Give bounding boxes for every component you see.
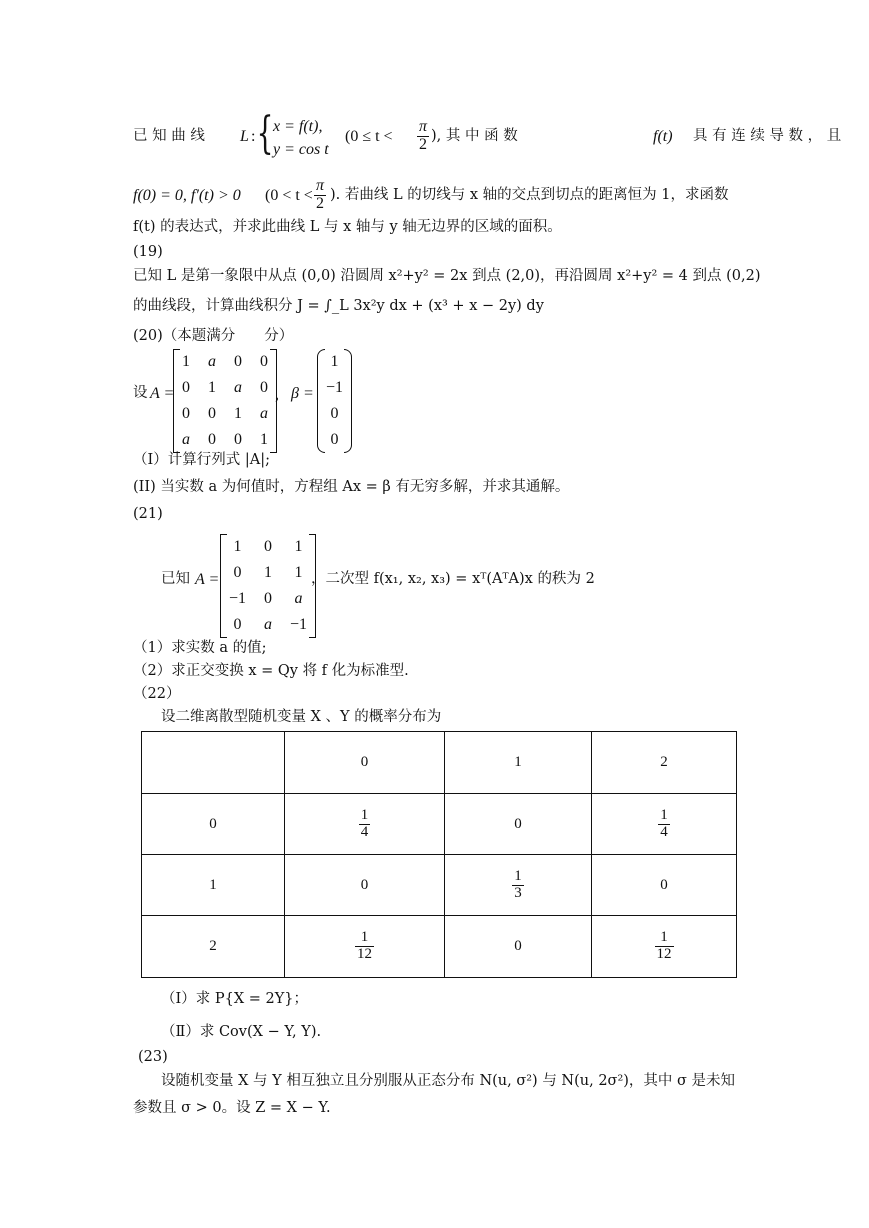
a21-cell: −1 [229, 590, 247, 608]
fraction [355, 930, 374, 963]
a-cell: 1 [208, 379, 216, 397]
table-row [142, 732, 737, 794]
curve-label: L [240, 128, 249, 145]
table-row [142, 794, 737, 855]
q19-line2: 的曲线段，计算曲线积分 J = ∫_L 3x²y dx + (x³ + x − 2y) dy [133, 298, 544, 314]
a-cell: a [182, 431, 190, 449]
table-cell [592, 916, 737, 978]
numerator: 1 [360, 806, 369, 823]
fraction [655, 930, 674, 963]
table-cell [285, 794, 445, 855]
a-cell: 1 [260, 431, 268, 449]
pi-over-2-fraction-2 [314, 178, 326, 213]
row-label: 0 [142, 794, 285, 855]
q18-text-b: ), 其 中 函 数 [431, 128, 518, 144]
matrix-A-21 [220, 534, 316, 638]
left-brace-icon: { [256, 108, 274, 159]
pi-numerator-2: π [316, 177, 325, 194]
a21-cell: 1 [294, 564, 303, 582]
beta-cell: 1 [330, 353, 339, 371]
row-label: 2 [142, 916, 285, 978]
probability-table [141, 731, 737, 978]
q21-part2: （2）求正交变换 x = Qy 将 f 化为标准型. [133, 663, 409, 679]
fraction [359, 808, 371, 841]
table-row [142, 855, 737, 916]
a21-cell: 1 [233, 538, 242, 556]
a21-cell: 1 [294, 538, 303, 556]
table-cell [592, 794, 737, 855]
range-open-2: (0 < t < [265, 187, 313, 204]
two-denominator-2: 2 [316, 194, 324, 212]
a-cell: a [234, 379, 242, 397]
q21-A-eq: A = [195, 571, 220, 588]
a21-cell: 0 [233, 564, 242, 582]
a21-cell: 0 [264, 590, 273, 608]
q19-number: (19) [133, 244, 163, 260]
q23-number: (23) [138, 1049, 168, 1065]
q21-number: (21) [133, 506, 163, 522]
a-cell: 0 [182, 379, 190, 397]
beta-cell: 0 [330, 431, 339, 449]
table-header-cell: 1 [445, 732, 592, 794]
left-paren-icon [317, 349, 325, 453]
table-header-cell: 0 [285, 732, 445, 794]
fraction [658, 808, 670, 841]
q18-line3: f(t) 的表达式，并求此曲线 L 与 x 轴与 y 轴无边界的区域的面积。 [133, 219, 562, 235]
a21-cell: 0 [264, 538, 273, 556]
table-cell-corner [142, 732, 285, 794]
q20-set: 设 [133, 385, 148, 401]
table-cell: 0 [285, 855, 445, 916]
q18-text-c: 具 有 连 续 导 数 ， 且 [693, 128, 842, 144]
beta-cell: −1 [326, 379, 344, 397]
q18-text-a: 已 知 曲 线 [133, 128, 205, 144]
initial-condition: f(0) = 0, f′(t) > 0 [133, 187, 241, 204]
pi-over-2-fraction [417, 119, 429, 154]
denominator: 4 [360, 823, 369, 840]
table-cell: 0 [592, 855, 737, 916]
q23-line1: 设随机变量 X 与 Y 相互独立且分别服从正态分布 N(u, σ²) 与 N(u, 2σ²)，其中 σ 是未知 [161, 1073, 736, 1089]
q20-part2: (II) 当实数 a 为何值时，方程组 Ax = β 有无穷多解，并求其通解。 [133, 479, 570, 495]
a21-cell: 1 [264, 564, 273, 582]
a21-cell: a [294, 590, 303, 608]
left-bracket-icon [173, 349, 180, 453]
numerator: 1 [514, 867, 522, 884]
a-cell: 0 [260, 353, 268, 371]
numerator: 1 [660, 806, 668, 823]
q21-quadratic-form: ，二次型 f(x₁, x₂, x₃) = xᵀ(AᵀA)x 的秩为 2 [311, 571, 595, 587]
q22-intro: 设二维离散型随机变量 X 、Y 的概率分布为 [161, 709, 442, 725]
denominator: 12 [357, 946, 372, 962]
system-eq-2: y = cos t [273, 141, 329, 158]
q20-A-eq: A = [150, 385, 175, 402]
denominator: 4 [660, 823, 668, 840]
a-cell: a [208, 353, 216, 371]
numerator: 1 [655, 930, 674, 947]
right-paren-icon [344, 349, 352, 453]
table-row [142, 916, 737, 978]
q22-number: （22） [133, 686, 181, 702]
q18-text-c2: ). 若曲线 L 的切线与 x 轴的交点到切点的距离恒为 1，求函数 [330, 187, 729, 203]
q21-known: 已知 [161, 571, 190, 587]
left-bracket-icon [220, 534, 227, 638]
q22-part1: （Ⅰ）求 P{X = 2Y}； [161, 991, 309, 1007]
a-cell: a [260, 405, 268, 423]
table-cell: 0 [445, 916, 592, 978]
vector-beta [317, 349, 352, 453]
a-cell: 1 [234, 405, 242, 423]
comma: , [275, 386, 279, 403]
table-header-cell: 2 [592, 732, 737, 794]
two-denominator: 2 [419, 135, 427, 153]
numerator: 1 [355, 930, 374, 947]
a-cell: 0 [208, 431, 216, 449]
table-cell [285, 916, 445, 978]
q20-number: (20)（本题满分 分） [133, 328, 294, 344]
a21-cell: a [264, 616, 273, 634]
a-cell: 0 [182, 405, 190, 423]
colon: : [251, 128, 256, 145]
q21-part1: （1）求实数 a 的值; [133, 640, 267, 656]
f-of-t: f(t) [653, 128, 673, 145]
pi-numerator: π [419, 118, 428, 135]
q23-line2: 参数且 σ > 0。设 Z = X − Y. [133, 1100, 331, 1116]
a-cell: 0 [260, 379, 268, 397]
matrix-A [173, 349, 277, 453]
range-open: (0 ≤ t < [345, 128, 393, 145]
row-label: 1 [142, 855, 285, 916]
q22-part2: （Ⅱ）求 Cov(X − Y, Y). [161, 1024, 322, 1040]
denominator: 3 [514, 884, 522, 901]
a21-cell: 0 [233, 616, 242, 634]
fraction [512, 869, 524, 902]
a-cell: 0 [208, 405, 216, 423]
a-cell: 1 [182, 353, 190, 371]
a21-cell: −1 [290, 616, 308, 634]
table-cell: 0 [445, 794, 592, 855]
table-cell [445, 855, 592, 916]
a-cell: 0 [234, 431, 242, 449]
q20-part1: （I）计算行列式 |A|; [133, 452, 270, 468]
beta-eq: β = [291, 385, 314, 402]
system-eq-1: x = f(t), [273, 118, 323, 135]
denominator: 12 [656, 946, 672, 962]
beta-cell: 0 [330, 405, 339, 423]
q19-line1: 已知 L 是第一象限中从点 (0,0) 沿圆周 x²+y² = 2x 到点 (2,0)，再沿圆周 x²+y² = 4 到点 (0,2) [133, 268, 761, 284]
a-cell: 0 [234, 353, 242, 371]
